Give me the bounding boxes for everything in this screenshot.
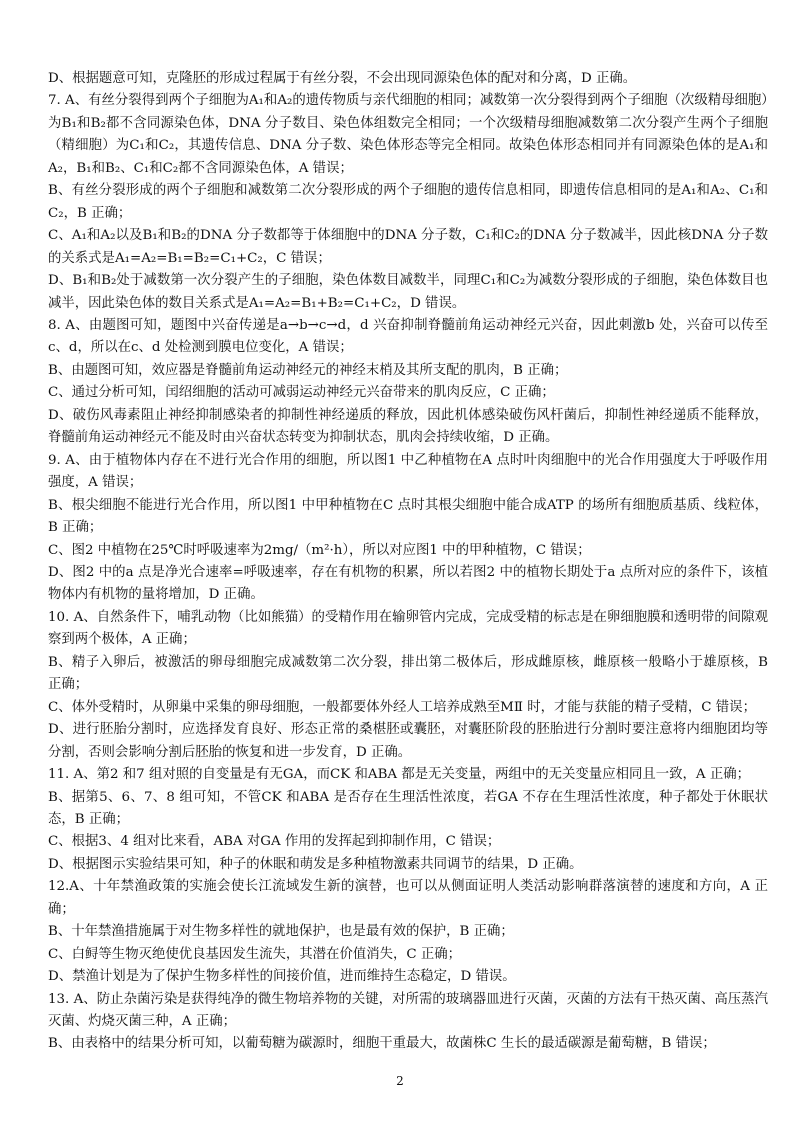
page-number: 2	[396, 1074, 404, 1088]
paragraph: 13. A、防止杂菌污染是获得纯净的微生物培养物的关键，对所需的玻璃器皿进行灭菌，灭菌的方法有干热灭菌、高压蒸汽灭菌、灼烧灭菌三种，A 正确；	[48, 991, 768, 1030]
paragraph: B、据第5、6、7、8 组可知，不管CK 和ABA 是否存在生理活性浓度，若GA 不存在生理活性浓度，种子都处于休眠状态，B 正确；	[48, 789, 768, 827]
paragraph: B、由题图可知，效应器是脊髓前角运动神经元的神经末梢及其所支配的肌肉，B 正确；	[48, 362, 568, 378]
paragraph: D、B₁和B₂处于减数第一次分裂产生的子细胞，染色体数目减数半，同理C₁和C₂为减数分裂形成的子细胞，染色体数目也减半，因此染色体的数目关系式是A₁=A₂=B₁+B₂=C₁+C₂，D 错误。	[48, 273, 768, 311]
document-body	[48, 68, 768, 1056]
paragraph: B、由表格中的结果分析可知，以葡萄糖为碳源时，细胞干重最大，故菌株C 生长的最适碳源是葡萄糖，B 错误；	[48, 1036, 716, 1052]
paragraph: 7. A、有丝分裂得到两个子细胞为A₁和A₂的遗传物质与亲代细胞的相同；减数第一次分裂得到两个子细胞（次级精母细胞）为B₁和B₂都不含同源染色体，DNA 分子数目、染色体组数完全相同；一个次级精母细胞减数第二次分裂产生两个子细胞（精细胞）为C₁和C₂，其遗传信息、DNA 分子数、染色体形态等完全相同。故染色体形态相同并有同源染色体的是A₁和A₂，B₁和B₂、C₁和C₂都不含同源染色体，A 错误；	[48, 93, 768, 176]
paragraph: C、A₁和A₂以及B₁和B₂的DNA 分子数都等于体细胞中的DNA 分子数，C₁和C₂的DNA 分子数减半，因此核DNA 分子数的关系式是A₁=A₂=B₁=B₂=C₁+C₂，C 错误；	[48, 228, 768, 266]
paragraph: C、白鲟等生物灭绝使优良基因发生流失，其潜在价值消失，C 正确；	[48, 946, 462, 962]
paragraph: 12.A、十年禁渔政策的实施会使长江流域发生新的演替，也可以从侧面证明人类活动影响群落演替的速度和方向，A 正确；	[48, 879, 768, 917]
paragraph: C、体外受精时，从卵巢中采集的卵母细胞，一般都要体外经人工培养成熟至MⅡ 时，才能与获能的精子受精，C 错误；	[48, 699, 756, 715]
paragraph: 10. A、自然条件下，哺乳动物（比如熊猫）的受精作用在输卵管内完成，完成受精的标志是在卵细胞膜和透明带的间隙观察到两个极体，A 正确；	[48, 609, 768, 648]
paragraph: D、图2 中的a 点是净光合速率=呼吸速率，存在有机物的积累，所以若图2 中的植物长期处于a 点所对应的条件下，该植物体内有机物的量将增加，D 正确。	[48, 564, 768, 603]
paragraph: C、图2 中植物在25℃时呼吸速率为2mg/（m²·h），所以对应图1 中的甲种植物，C 错误；	[48, 542, 591, 558]
paragraph: C、根据3、4 组对比来看，ABA 对GA 作用的发挥起到抑制作用，C 错误；	[48, 834, 501, 850]
paragraph: C、通过分析可知，闰绍细胞的活动可减弱运动神经元兴奋带来的肌肉反应，C 正确；	[48, 385, 555, 401]
paragraph: D、根据图示实验结果可知，种子的休眠和萌发是多种植物激素共同调节的结果，D 正确。	[48, 856, 583, 872]
paragraph: D、禁渔计划是为了保护生物多样性的间接价值，进而维持生态稳定，D 错误。	[48, 969, 516, 985]
paragraph: B、根尖细胞不能进行光合作用，所以图1 中甲种植物在C 点时其根尖细胞中能合成ATP 的场所有细胞质基质、线粒体，B 正确；	[48, 497, 768, 536]
paragraph: D、根据题意可知，克隆胚的形成过程属于有丝分裂，不会出现同源染色体的配对和分离，D 正确。	[48, 71, 637, 86]
paragraph: B、有丝分裂形成的两个子细胞和减数第二次分裂形成的两个子细胞的遗传信息相同，即遗传信息相同的是A₁和A₂、C₁和C₂，B 正确；	[48, 183, 768, 221]
paragraph: D、进行胚胎分割时，应选择发育良好、形态正常的桑椹胚或囊胚，对囊胚阶段的胚胎进行分割时要注意将内细胞团均等分割，否则会影响分割后胚胎的恢复和进一步发育，D 正确。	[48, 722, 768, 760]
paragraph: 9. A、由于植物体内存在不进行光合作用的细胞，所以图1 中乙种植物在A 点时叶肉细胞中的光合作用强度大于呼吸作用强度，A 错误；	[48, 452, 768, 491]
paragraph: 11. A、第2 和7 组对照的自变量是有无GA，而CK 和ABA 都是无关变量，两组中的无关变量应相同且一致，A 正确；	[48, 767, 751, 783]
paragraph: D、破伤风毒素阻止神经抑制感染者的抑制性神经递质的释放，因此机体感染破伤风杆菌后，抑制性神经递质不能释放，脊髓前角运动神经元不能及时由兴奋状态转变为抑制状态，肌肉会持续收缩，D 正确。	[48, 407, 768, 446]
paragraph: B、精子入卵后，被激活的卵母细胞完成减数第二次分裂，排出第二极体后，形成雌原核，雌原核一般略小于雄原核，B 正确；	[48, 654, 768, 693]
paragraph: 8. A、由题图可知，题图中兴奋传递是a→b→c→d，d 兴奋抑制脊髓前角运动神经元兴奋，因此刺激b 处，兴奋可以传至c、d，所以在c、d 处检测到膜电位变化，A 错误；	[48, 317, 768, 356]
paragraph: B、十年禁渔措施属于对生物多样性的就地保护，也是最有效的保护，B 正确；	[48, 924, 514, 940]
